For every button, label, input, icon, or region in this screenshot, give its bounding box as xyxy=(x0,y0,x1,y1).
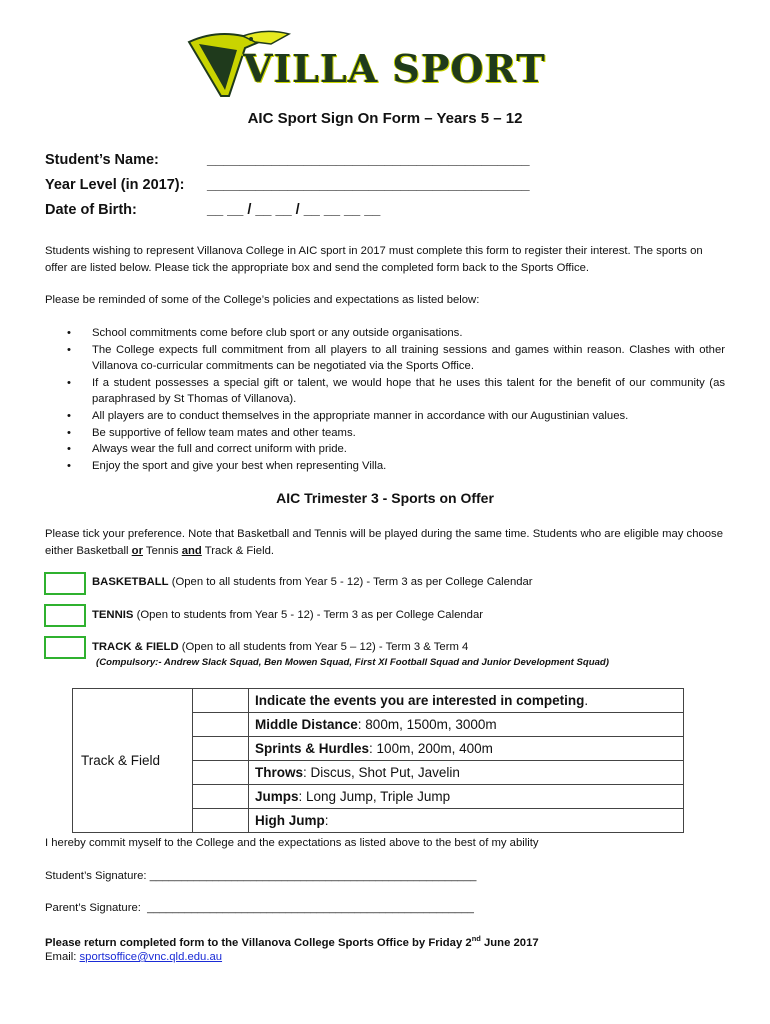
instructions-part2: Tennis xyxy=(142,544,182,557)
instructions-part3: Track & Field. xyxy=(201,544,275,557)
student-signature-label: Student’s Signature: xyxy=(45,870,147,882)
instructions-and: and xyxy=(181,544,202,557)
compulsory-note: (Compulsory:- Andrew Slack Squad, Ben Mowen Squad, First XI Football Squad and Junior Development Squad) xyxy=(96,657,609,668)
student-signature-field[interactable] xyxy=(45,870,476,882)
list-item: • School commitments come before club sport or any outside organisations. xyxy=(45,325,725,342)
throws-cell: Throws: Discus, Shot Put, Javelin xyxy=(249,761,684,785)
date-of-birth-field[interactable] xyxy=(45,202,380,218)
date-of-birth-label: Date of Birth: xyxy=(45,202,137,218)
student-name-field[interactable] xyxy=(45,152,530,168)
list-item: • Enjoy the sport and give your best when representing Villa. xyxy=(45,458,725,475)
student-signature-line[interactable]: ____________________________________________________ xyxy=(149,870,477,882)
parent-signature-line[interactable]: ____________________________________________________ xyxy=(147,902,474,914)
email-label: Email: xyxy=(45,951,80,963)
track-field-checkbox[interactable] xyxy=(44,636,86,659)
sprints-hurdles-cell: Sprints & Hurdles: 100m, 200m, 400m xyxy=(249,737,684,761)
basketball-name: BASKETBALL xyxy=(92,576,169,588)
instructions-part1: Please tick your preference. Note that Basketball and Tennis will be played during the same time. Students who are eligible may choose either Basketball xyxy=(45,528,723,557)
list-item: • If a student possesses a special gift or talent, we would hope that he uses this talent for the benefit of our community (as paraphrased by St Thomas of Villanova). xyxy=(45,375,725,408)
policy-list xyxy=(45,325,725,474)
tennis-checkbox[interactable] xyxy=(44,604,86,627)
form-title: AIC Sport Sign On Form – Years 5 – 12 xyxy=(247,110,523,127)
policies-intro: Please be reminded of some of the College’s policies and expectations as listed below: xyxy=(45,294,480,306)
year-level-label: Year Level (in 2017): xyxy=(45,177,185,193)
event-tick-cell[interactable] xyxy=(192,689,248,713)
jumps-cell: Jumps: Long Jump, Triple Jump xyxy=(249,785,684,809)
intro-paragraph: Students wishing to represent Villanova College in AIC sport in 2017 must complete this form to register their interest. The sports on offer are listed below. Please tick the appropriate box and send the completed form back to the Sports Office. xyxy=(45,245,703,274)
student-name-label: Student’s Name: xyxy=(45,152,159,168)
tennis-name: TENNIS xyxy=(92,609,134,621)
student-name-line[interactable]: ________________________________________ xyxy=(207,152,530,168)
date-of-birth-line[interactable]: __ __ / __ __ / __ __ __ __ xyxy=(207,202,381,218)
middle-distance-cell: Middle Distance: 800m, 1500m, 3000m xyxy=(249,713,684,737)
high-jump-cell: High Jump: xyxy=(249,809,684,833)
track-field-option xyxy=(92,641,468,653)
event-tick-cell[interactable] xyxy=(192,809,248,833)
instructions-or: or xyxy=(131,544,143,557)
list-item: • The College expects full commitment from all players to all training sessions and games within reason. Clashes with other Villanova co-curricular commitments can be negotiated via the Sports Office. xyxy=(45,342,725,375)
return-instructions: Please return completed form to the Villanova College Sports Office by Friday 2nd June 2017 xyxy=(45,934,539,949)
track-field-detail: (Open to all students from Year 5 – 12) - Term 3 & Term 4 xyxy=(178,641,469,653)
tennis-option xyxy=(92,609,483,621)
events-table xyxy=(72,688,684,833)
parent-signature-label: Parent’s Signature: xyxy=(45,902,141,914)
list-item: • Always wear the full and correct uniform with pride. xyxy=(45,441,725,458)
list-item: • All players are to conduct themselves in the appropriate manner in accordance with our Augustinian values. xyxy=(45,408,725,425)
year-level-line[interactable]: ________________________________________ xyxy=(207,177,530,193)
commitment-statement: I hereby commit myself to the College and the expectations as listed above to the best of my ability xyxy=(45,837,539,849)
parent-signature-field[interactable] xyxy=(45,902,474,914)
event-tick-cell[interactable] xyxy=(192,713,248,737)
tennis-detail: (Open to students from Year 5 - 12) - Term 3 as per College Calendar xyxy=(133,609,483,621)
email-link[interactable]: sportsoffice@vnc.qld.edu.au xyxy=(79,951,223,963)
basketball-option xyxy=(92,576,533,588)
basketball-detail: (Open to all students from Year 5 - 12) - Term 3 as per College Calendar xyxy=(168,576,533,588)
villa-sport-logo xyxy=(185,28,546,102)
year-level-field[interactable] xyxy=(45,177,530,193)
basketball-checkbox[interactable] xyxy=(44,572,86,595)
logo-text: VILLA SPORT xyxy=(243,46,546,91)
table-row xyxy=(73,689,684,713)
event-tick-cell[interactable] xyxy=(192,761,248,785)
event-tick-cell[interactable] xyxy=(192,737,248,761)
email-line xyxy=(45,951,222,963)
events-header-cell: Indicate the events you are interested in competing. xyxy=(249,689,684,713)
track-field-name: TRACK & FIELD xyxy=(92,641,179,653)
event-tick-cell[interactable] xyxy=(192,785,248,809)
track-field-cell: Track & Field xyxy=(73,689,193,833)
trimester-title: AIC Trimester 3 - Sports on Offer xyxy=(276,490,494,506)
list-item: • Be supportive of fellow team mates and other teams. xyxy=(45,425,725,442)
tick-instructions xyxy=(45,526,725,559)
